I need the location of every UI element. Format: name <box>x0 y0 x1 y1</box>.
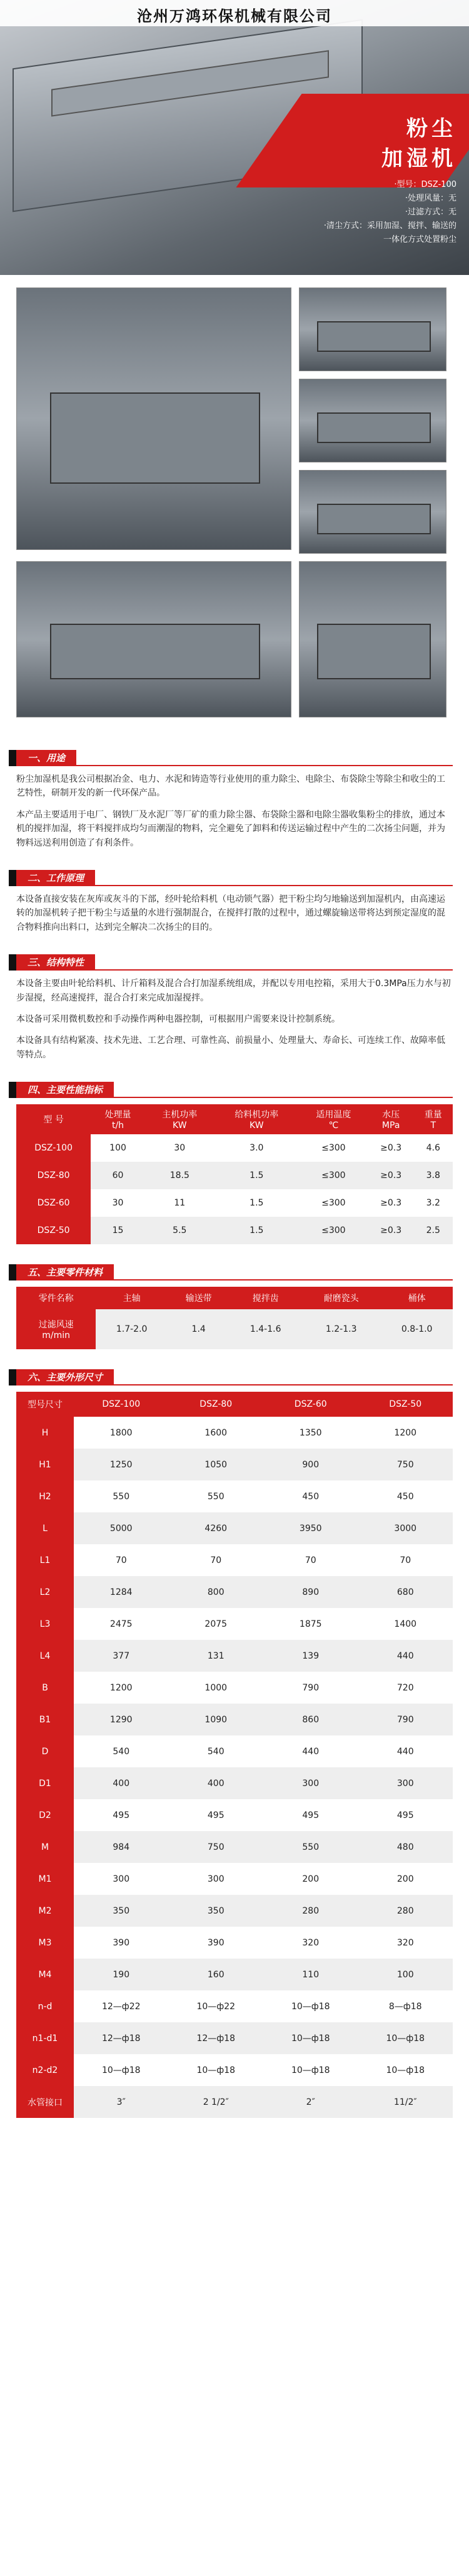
spec-clean-cont: 一体化方式处置粉尘 <box>383 235 456 244</box>
table-cell: L2 <box>16 1576 74 1608</box>
table-row <box>16 1480 453 1512</box>
table-cell: 1800 <box>109 1427 133 1438</box>
table-cell: 3.8 <box>414 1162 453 1189</box>
table-row <box>16 1990 453 2022</box>
table-row <box>16 1134 453 1162</box>
table-cell: 280 <box>263 1895 358 1927</box>
table-row <box>16 1417 453 1449</box>
table-cell: H <box>16 1417 74 1449</box>
section-performance <box>0 1073 469 1244</box>
table-row <box>16 1544 453 1576</box>
table-cell: 过滤风速 m/min <box>16 1309 96 1349</box>
table-cell: ≥0.3 <box>368 1162 414 1189</box>
table-cell: 984 <box>74 1831 169 1863</box>
paragraph: 本设备具有结构紧凑、技术先进、工艺合理、可靠性高、前损量小、处理量大、寿命长、可连续工作、故障率低等特点。 <box>16 1036 445 1060</box>
table-cell: 1.5 <box>250 1198 264 1209</box>
table-cell: 10—ф18 <box>291 2065 330 2075</box>
section-dimensions <box>0 1360 469 2118</box>
table-cell: 1875 <box>299 1619 322 1629</box>
table-cell: L3 <box>16 1608 74 1640</box>
table-row <box>16 1799 453 1831</box>
table-cell: 1284 <box>74 1576 169 1608</box>
table-cell: D1 <box>16 1767 74 1799</box>
table-cell: 1.7-2.0 <box>96 1309 168 1349</box>
table-cell: M <box>16 1831 74 1863</box>
table-cell: 12—ф18 <box>169 2022 264 2054</box>
table-cell: 550 <box>207 1491 224 1502</box>
table-row <box>16 1217 453 1244</box>
table-row <box>16 1672 453 1704</box>
table-cell: n1-d1 <box>16 2022 74 2054</box>
table-cell: 18.5 <box>145 1162 214 1189</box>
table-cell: 4.6 <box>426 1143 440 1154</box>
table-cell: 300 <box>358 1767 453 1799</box>
product-title-line1: 粉尘 <box>406 116 456 141</box>
table-row <box>16 1162 453 1189</box>
table-cell: L4 <box>16 1640 74 1672</box>
table-cell: 720 <box>396 1682 414 1693</box>
table-cell: 3.2 <box>426 1198 440 1209</box>
table-row <box>16 1895 453 1927</box>
table-cell: 440 <box>302 1746 320 1757</box>
table-cell: 3.0 <box>250 1143 264 1154</box>
table-header-cell: DSZ-100 <box>74 1392 169 1417</box>
section-title: 二、工作原理 <box>16 870 95 886</box>
section-title: 三、结构特性 <box>16 954 95 971</box>
table-row <box>16 1863 453 1895</box>
table-cell: 750 <box>169 1831 264 1863</box>
table-header-cell: 重量 T <box>414 1104 453 1134</box>
paragraph: 粉尘加湿机是我公司根据冶金、电力、水泥和铸造等行业使用的重力除尘、电除尘、布袋除尘等除尘和收尘的工艺特性，研制开发的新一代环保产品。 <box>16 774 445 799</box>
table-cell: 300 <box>263 1767 358 1799</box>
table-cell: 480 <box>358 1831 453 1863</box>
section-principle <box>0 861 469 934</box>
company-name: 沧州万鸿环保机械有限公司 <box>137 7 332 25</box>
table-cell: 2075 <box>204 1619 228 1629</box>
table-header-cell: 适用温度 ℃ <box>299 1104 368 1134</box>
table-cell: 540 <box>113 1746 130 1757</box>
section-structure <box>0 946 469 1062</box>
table-cell: B <box>16 1672 74 1704</box>
table-cell: 2″ <box>263 2086 358 2118</box>
table-cell: 30 <box>174 1143 186 1154</box>
table-cell: 890 <box>263 1576 358 1608</box>
table-cell: 70 <box>115 1555 127 1565</box>
spec-model: ·型号：DSZ-100 <box>394 180 456 189</box>
photo-gallery <box>0 275 469 730</box>
table-header-cell: 处理量 t/h <box>91 1104 145 1134</box>
table-cell: n-d <box>16 1990 74 2022</box>
table-cell: M1 <box>16 1863 74 1895</box>
table-cell: 495 <box>113 1810 130 1820</box>
table-row <box>16 1576 453 1608</box>
table-header-cell: 零件名称 <box>16 1287 96 1309</box>
table-cell: 390 <box>207 1937 224 1948</box>
table-cell: 30 <box>112 1198 124 1209</box>
paragraph: 本设备可采用微机数控和手动操作两种电器控制，可根据用户需要来设计控制系统。 <box>16 1014 340 1024</box>
table-row <box>16 1449 453 1480</box>
table-cell: 10—ф18 <box>386 2065 425 2075</box>
table-cell: M3 <box>16 1927 74 1959</box>
table-cell: 1.5 <box>214 1162 299 1189</box>
section-title: 五、主要零件材料 <box>16 1264 114 1281</box>
table-cell: B1 <box>16 1704 74 1735</box>
table-cell: 10—ф18 <box>358 2022 453 2054</box>
table-row <box>16 1959 453 1990</box>
table-cell: 2.5 <box>414 1217 453 1244</box>
table-cell: 1400 <box>394 1619 417 1629</box>
section-usage <box>0 741 469 850</box>
table-cell: 4260 <box>169 1512 264 1544</box>
table-header-cell: 型 号 <box>16 1104 91 1134</box>
spec-clean: ·清尘方式：采用加湿、搅拌、输送的 <box>323 221 456 231</box>
table-cell: 1600 <box>204 1427 228 1438</box>
table-row <box>16 2022 453 2054</box>
table-cell: 1250 <box>74 1449 169 1480</box>
table-cell: 800 <box>169 1576 264 1608</box>
spec-airflow: ·处理风量：无 <box>405 194 456 203</box>
table-cell: 2 1/2″ <box>169 2086 264 2118</box>
table-row <box>16 1189 453 1217</box>
table-cell: 11/2″ <box>358 2086 453 2118</box>
table-cell: ≤300 <box>321 1143 346 1154</box>
table-row <box>16 1608 453 1640</box>
table-cell: 1290 <box>74 1704 169 1735</box>
table-cell: 750 <box>358 1449 453 1480</box>
table-header-cell: 水压 MPa <box>368 1104 414 1134</box>
table-cell: 550 <box>113 1491 130 1502</box>
table-header-cell: 输送带 <box>168 1287 229 1309</box>
paragraph: 本产品主要适用于电厂、钢铁厂及水泥厂等厂矿的重力除尘器、布袋除尘器和电除尘器收集粉尘的排放，通过本机的搅拌加湿，将干料搅拌成均匀而潮湿的物料，完全避免了卸料和传送运输过程中产生的二次扬尘问题，并为物料远送利用创造了有利条件。 <box>16 809 445 848</box>
table-cell: 10—ф22 <box>196 2001 236 2012</box>
table-cell: 100 <box>358 1959 453 1990</box>
section-title: 一、用途 <box>16 750 76 766</box>
table-cell: DSZ-80 <box>16 1162 91 1189</box>
table-cell: M2 <box>16 1895 74 1927</box>
table-cell: 60 <box>91 1162 145 1189</box>
table-header-cell: 主轴 <box>96 1287 168 1309</box>
table-row <box>16 1831 453 1863</box>
table-header-cell: 耐磨瓷头 <box>301 1287 381 1309</box>
table-header-cell: 桶体 <box>381 1287 453 1309</box>
table-cell: 440 <box>358 1640 453 1672</box>
table-header-cell: DSZ-60 <box>263 1392 358 1417</box>
table-cell: 790 <box>358 1704 453 1735</box>
photo-workshop <box>299 470 446 554</box>
table-cell: 450 <box>302 1491 320 1502</box>
table-cell: 390 <box>113 1937 130 1948</box>
table-cell: 10—ф18 <box>291 2001 330 2012</box>
table-cell: 160 <box>169 1959 264 1990</box>
table-row <box>16 1512 453 1544</box>
table-row <box>16 1640 453 1672</box>
table-cell: 1350 <box>299 1427 322 1438</box>
table-row <box>16 1309 453 1349</box>
table-cell: L1 <box>16 1544 74 1576</box>
dimensions-table <box>16 1392 453 2118</box>
table-cell: D2 <box>16 1799 74 1831</box>
table-cell: 12—ф18 <box>74 2022 169 2054</box>
table-cell: ≤300 <box>299 1162 368 1189</box>
table-cell: 水管接口 <box>16 2086 74 2118</box>
table-cell: 2475 <box>109 1619 133 1629</box>
table-cell: 280 <box>358 1895 453 1927</box>
table-cell: DSZ-100 <box>16 1134 91 1162</box>
table-cell: 790 <box>302 1682 320 1693</box>
table-cell: 1.5 <box>214 1217 299 1244</box>
table-header-cell: 型号尺寸 <box>16 1392 74 1417</box>
table-cell: 5.5 <box>145 1217 214 1244</box>
table-cell: ≥0.3 <box>380 1198 402 1209</box>
photo-factory <box>299 561 446 717</box>
table-cell: 3000 <box>358 1512 453 1544</box>
table-cell: 100 <box>109 1143 126 1154</box>
table-row <box>16 1927 453 1959</box>
table-cell: 200 <box>302 1874 320 1884</box>
table-cell: DSZ-60 <box>16 1189 91 1217</box>
table-cell: M4 <box>16 1959 74 1990</box>
table-cell: 3950 <box>263 1512 358 1544</box>
photo-machine-side <box>299 287 446 371</box>
table-cell: 11 <box>174 1198 186 1209</box>
table-cell: 1.4 <box>168 1309 229 1349</box>
table-cell: 70 <box>400 1555 411 1565</box>
table-row <box>16 2086 453 2118</box>
table-cell: 350 <box>169 1895 264 1927</box>
table-cell: 377 <box>74 1640 169 1672</box>
table-cell: 550 <box>263 1831 358 1863</box>
table-cell: 320 <box>302 1937 320 1948</box>
table-cell: 139 <box>263 1640 358 1672</box>
table-cell: 680 <box>358 1576 453 1608</box>
table-cell: 1200 <box>109 1682 133 1693</box>
table-cell: 10—ф18 <box>101 2065 141 2075</box>
performance-table <box>16 1104 453 1244</box>
table-header-cell: 给料机功率 KW <box>214 1104 299 1134</box>
table-header-cell: DSZ-50 <box>358 1392 453 1417</box>
table-cell: 440 <box>396 1746 414 1757</box>
paragraph: 本设备主要由叶轮给料机、计斤箱料及混合合打加湿系统组成，并配以专用电控箱，采用大于0.3MPa压力水与初步湿搅，经高速搅拌，混合合打来完成加湿搅拌。 <box>16 979 451 1003</box>
table-cell: 131 <box>169 1640 264 1672</box>
table-cell: L <box>16 1512 74 1544</box>
photo-machine-assembled <box>16 561 291 717</box>
table-cell: 8—ф18 <box>388 2001 422 2012</box>
table-cell: 1050 <box>169 1449 264 1480</box>
table-row <box>16 1767 453 1799</box>
table-cell: 350 <box>74 1895 169 1927</box>
table-cell: 320 <box>396 1937 414 1948</box>
table-cell: 10—ф18 <box>196 2065 236 2075</box>
table-cell: ≤300 <box>321 1198 346 1209</box>
table-cell: 110 <box>263 1959 358 1990</box>
photo-machine-front <box>16 287 291 550</box>
table-cell: 70 <box>210 1555 222 1565</box>
table-cell: 190 <box>74 1959 169 1990</box>
table-cell: 400 <box>74 1767 169 1799</box>
table-cell: 900 <box>263 1449 358 1480</box>
section-title: 六、主要外形尺寸 <box>16 1369 114 1385</box>
table-cell: H2 <box>16 1480 74 1512</box>
spec-filter: ·过滤方式：无 <box>405 207 456 217</box>
table-cell: 3″ <box>74 2086 169 2118</box>
table-cell: DSZ-50 <box>16 1217 91 1244</box>
table-cell: 540 <box>207 1746 224 1757</box>
table-row <box>16 1704 453 1735</box>
table-cell: 15 <box>91 1217 145 1244</box>
table-cell: 495 <box>207 1810 224 1820</box>
table-cell: 1200 <box>394 1427 417 1438</box>
table-cell: 400 <box>169 1767 264 1799</box>
table-row <box>16 2054 453 2086</box>
table-cell: D <box>16 1735 74 1767</box>
table-cell: 5000 <box>74 1512 169 1544</box>
section-parts <box>0 1256 469 1349</box>
table-cell: 495 <box>302 1810 320 1820</box>
table-header-cell: DSZ-80 <box>169 1392 264 1417</box>
hero-banner <box>0 0 469 275</box>
table-cell: 200 <box>396 1874 414 1884</box>
product-title-line2: 加湿机 <box>381 146 456 171</box>
table-cell: 1000 <box>204 1682 228 1693</box>
section-title: 四、主要性能指标 <box>16 1082 114 1098</box>
table-header-cell: 搅拌齿 <box>229 1287 301 1309</box>
parts-table <box>16 1287 453 1349</box>
table-header-cell: 主机功率 KW <box>145 1104 214 1134</box>
table-cell: 495 <box>396 1810 414 1820</box>
table-cell: 450 <box>396 1491 414 1502</box>
table-cell: 860 <box>263 1704 358 1735</box>
table-cell: 0.8-1.0 <box>381 1309 453 1349</box>
table-cell: ≥0.3 <box>380 1143 402 1154</box>
table-cell: n2-d2 <box>16 2054 74 2086</box>
table-cell: 70 <box>305 1555 316 1565</box>
table-cell: 10—ф18 <box>263 2022 358 2054</box>
table-cell: 300 <box>113 1874 130 1884</box>
table-cell: 1.4-1.6 <box>229 1309 301 1349</box>
table-cell: ≥0.3 <box>368 1217 414 1244</box>
table-row <box>16 1735 453 1767</box>
table-cell: 1090 <box>169 1704 264 1735</box>
table-cell: ≤300 <box>299 1217 368 1244</box>
table-cell: 12—ф22 <box>101 2001 141 2012</box>
table-cell: H1 <box>16 1449 74 1480</box>
paragraph: 本设备直接安装在灰库或灰斗的下部，经叶轮给料机（电动锁气器）把干粉尘均匀地输送到加湿机内，由高速运转的加湿机转子把干粉尘与适量的水进行强制混合，在搅拌打散的过程中，通过螺旋输送带将达到预定湿度的混合物料推向出料口，达到完全解决二次扬尘的目的。 <box>16 894 445 932</box>
photo-machine-top <box>299 379 446 462</box>
table-cell: 1.2-1.3 <box>301 1309 381 1349</box>
table-cell: 300 <box>207 1874 224 1884</box>
